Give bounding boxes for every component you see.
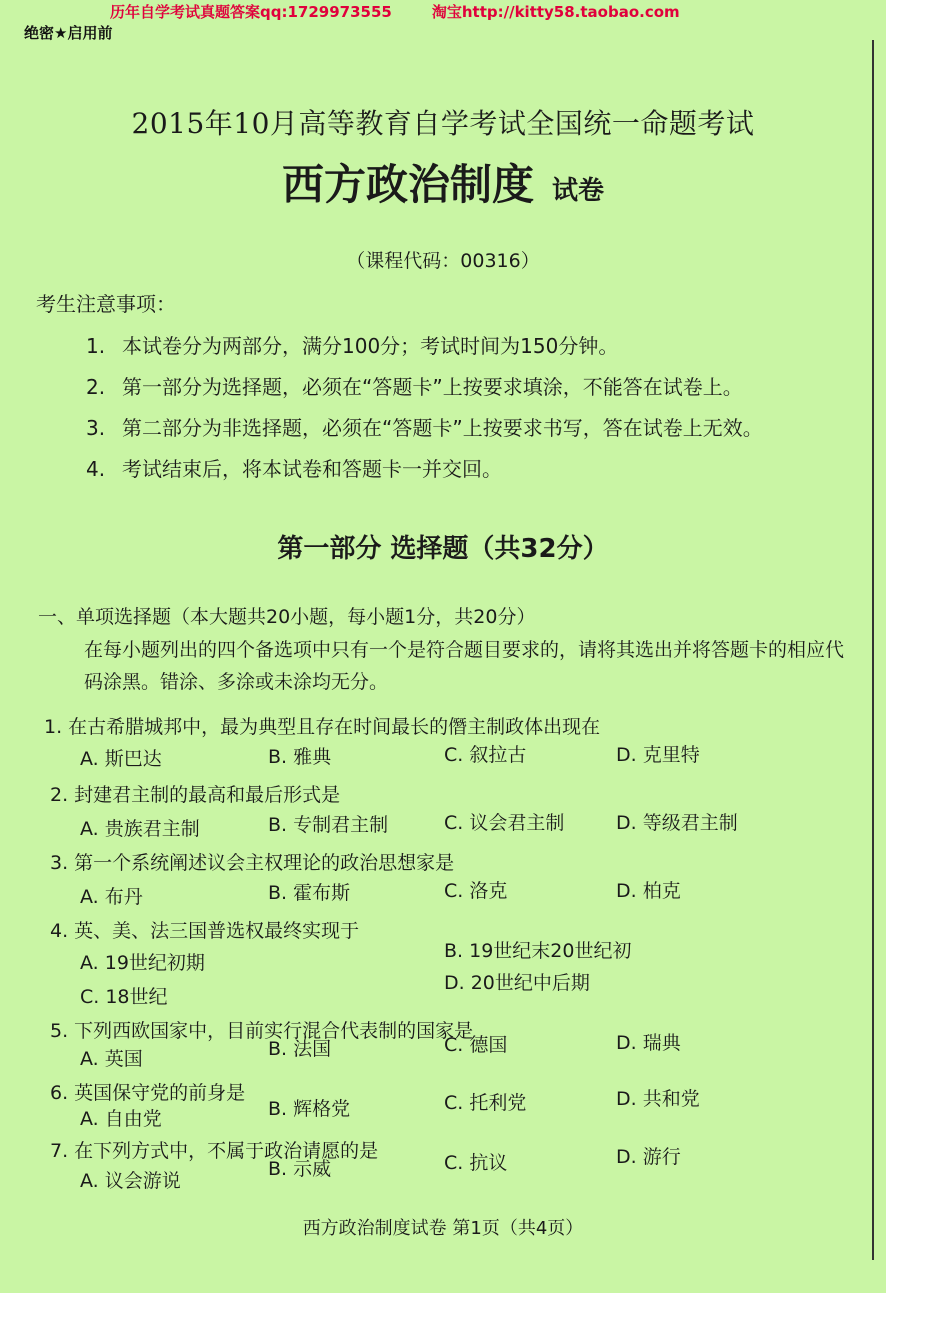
question-option: C. 叙拉古: [444, 744, 527, 766]
notice-item: [86, 412, 866, 453]
question-option: B. 法国: [268, 1038, 332, 1060]
question-option: A. 英国: [80, 1048, 143, 1070]
notice-item: [86, 330, 866, 371]
notice-item-text: 第二部分为非选择题，必须在“答题卡”上按要求书写，答在试卷上无效。: [122, 416, 763, 440]
notice-item-text: 第一部分为选择题，必须在“答题卡”上按要求填涂，不能答在试卷上。: [122, 375, 743, 399]
exam-title: 2015年10月高等教育自学考试全国统一命题考试: [131, 107, 755, 140]
question-option: C. 德国: [444, 1034, 508, 1056]
question-option: A. 斯巴达: [80, 748, 162, 770]
question-option: C. 托利党: [444, 1092, 527, 1114]
question-stem: 7. 在下列方式中，不属于政治请愿的是: [50, 1140, 379, 1162]
notice-item: [86, 371, 866, 412]
section-heading: 一、单项选择题（本大题共20小题，每小题1分，共20分）: [38, 606, 536, 628]
question-option: A. 布丹: [80, 886, 143, 908]
question-option: D. 游行: [616, 1146, 681, 1168]
question-stem: 5. 下列西欧国家中，目前实行混合代表制的国家是: [50, 1020, 474, 1042]
question-option: D. 20世纪中后期: [444, 972, 590, 994]
question-option: B. 霍布斯: [268, 882, 351, 904]
notice-item-text: 本试卷分为两部分，满分100分；考试时间为150分钟。: [122, 334, 619, 358]
question-option: D. 等级君主制: [616, 812, 738, 834]
question-option: D. 柏克: [616, 880, 681, 902]
subject-suffix: 试卷: [552, 176, 605, 206]
question-option: A. 自由党: [80, 1108, 162, 1130]
secret-label: 绝密★启用前: [24, 24, 113, 42]
subject-title: [0, 152, 886, 212]
question-option: C. 抗议: [444, 1152, 508, 1174]
question-stem: 1. 在古希腊城邦中，最为典型且存在时间最长的僭主制政体出现在: [44, 716, 601, 738]
section-description: 在每小题列出的四个备选项中只有一个是符合题目要求的，请将其选出并将答题卡的相应代码涂黑。错涂、多涂或未涂均无分。: [84, 639, 845, 693]
question-option: B. 示威: [268, 1158, 332, 1180]
question-option: A. 19世纪初期: [80, 952, 205, 974]
page-footer: 西方政治制度试卷 第1页（共4页）: [302, 1218, 584, 1239]
banner-shop-url: 淘宝http://kitty58.taobao.com: [431, 3, 680, 21]
question-option: B. 19世纪末20世纪初: [444, 940, 632, 962]
question-option: D. 瑞典: [616, 1032, 681, 1054]
question-option: B. 辉格党: [268, 1098, 351, 1120]
subject-name: 西方政治制度: [281, 160, 534, 209]
notice-list: [86, 330, 866, 494]
question-option: A. 贵族君主制: [80, 818, 200, 840]
notice-item-num: 4.: [86, 457, 106, 481]
notice-item-num: 2.: [86, 375, 106, 399]
question-option: C. 议会君主制: [444, 812, 565, 834]
banner-qq-text: 历年自学考试真题答案qq:1729973555: [110, 3, 392, 21]
question-option: B. 雅典: [268, 746, 332, 768]
question-option: B. 专制君主制: [268, 814, 389, 836]
question-stem: 2. 封建君主制的最高和最后形式是: [50, 784, 341, 806]
notice-item-text: 考试结束后，将本试卷和答题卡一并交回。: [122, 457, 502, 481]
question-stem: 4. 英、美、法三国普选权最终实现于: [50, 920, 360, 942]
notice-heading: 考生注意事项：: [36, 292, 176, 316]
question-option: D. 共和党: [616, 1088, 700, 1110]
part-heading: 第一部分 选择题（共32分）: [277, 534, 609, 564]
notice-item: [86, 453, 866, 494]
question-stem: 6. 英国保守党的前身是: [50, 1082, 246, 1104]
watermark-banner: [110, 0, 680, 24]
question-option: D. 克里特: [616, 744, 700, 766]
notice-item-num: 1.: [86, 334, 106, 358]
margin-rule: [872, 40, 874, 1260]
notice-item-num: 3.: [86, 416, 106, 440]
question-option: C. 18世纪: [80, 986, 168, 1008]
question-stem: 3. 第一个系统阐述议会主权理论的政治思想家是: [50, 852, 455, 874]
question-option: C. 洛克: [444, 880, 508, 902]
question-option: A. 议会游说: [80, 1170, 181, 1192]
course-code: （课程代码：00316）: [346, 250, 540, 272]
